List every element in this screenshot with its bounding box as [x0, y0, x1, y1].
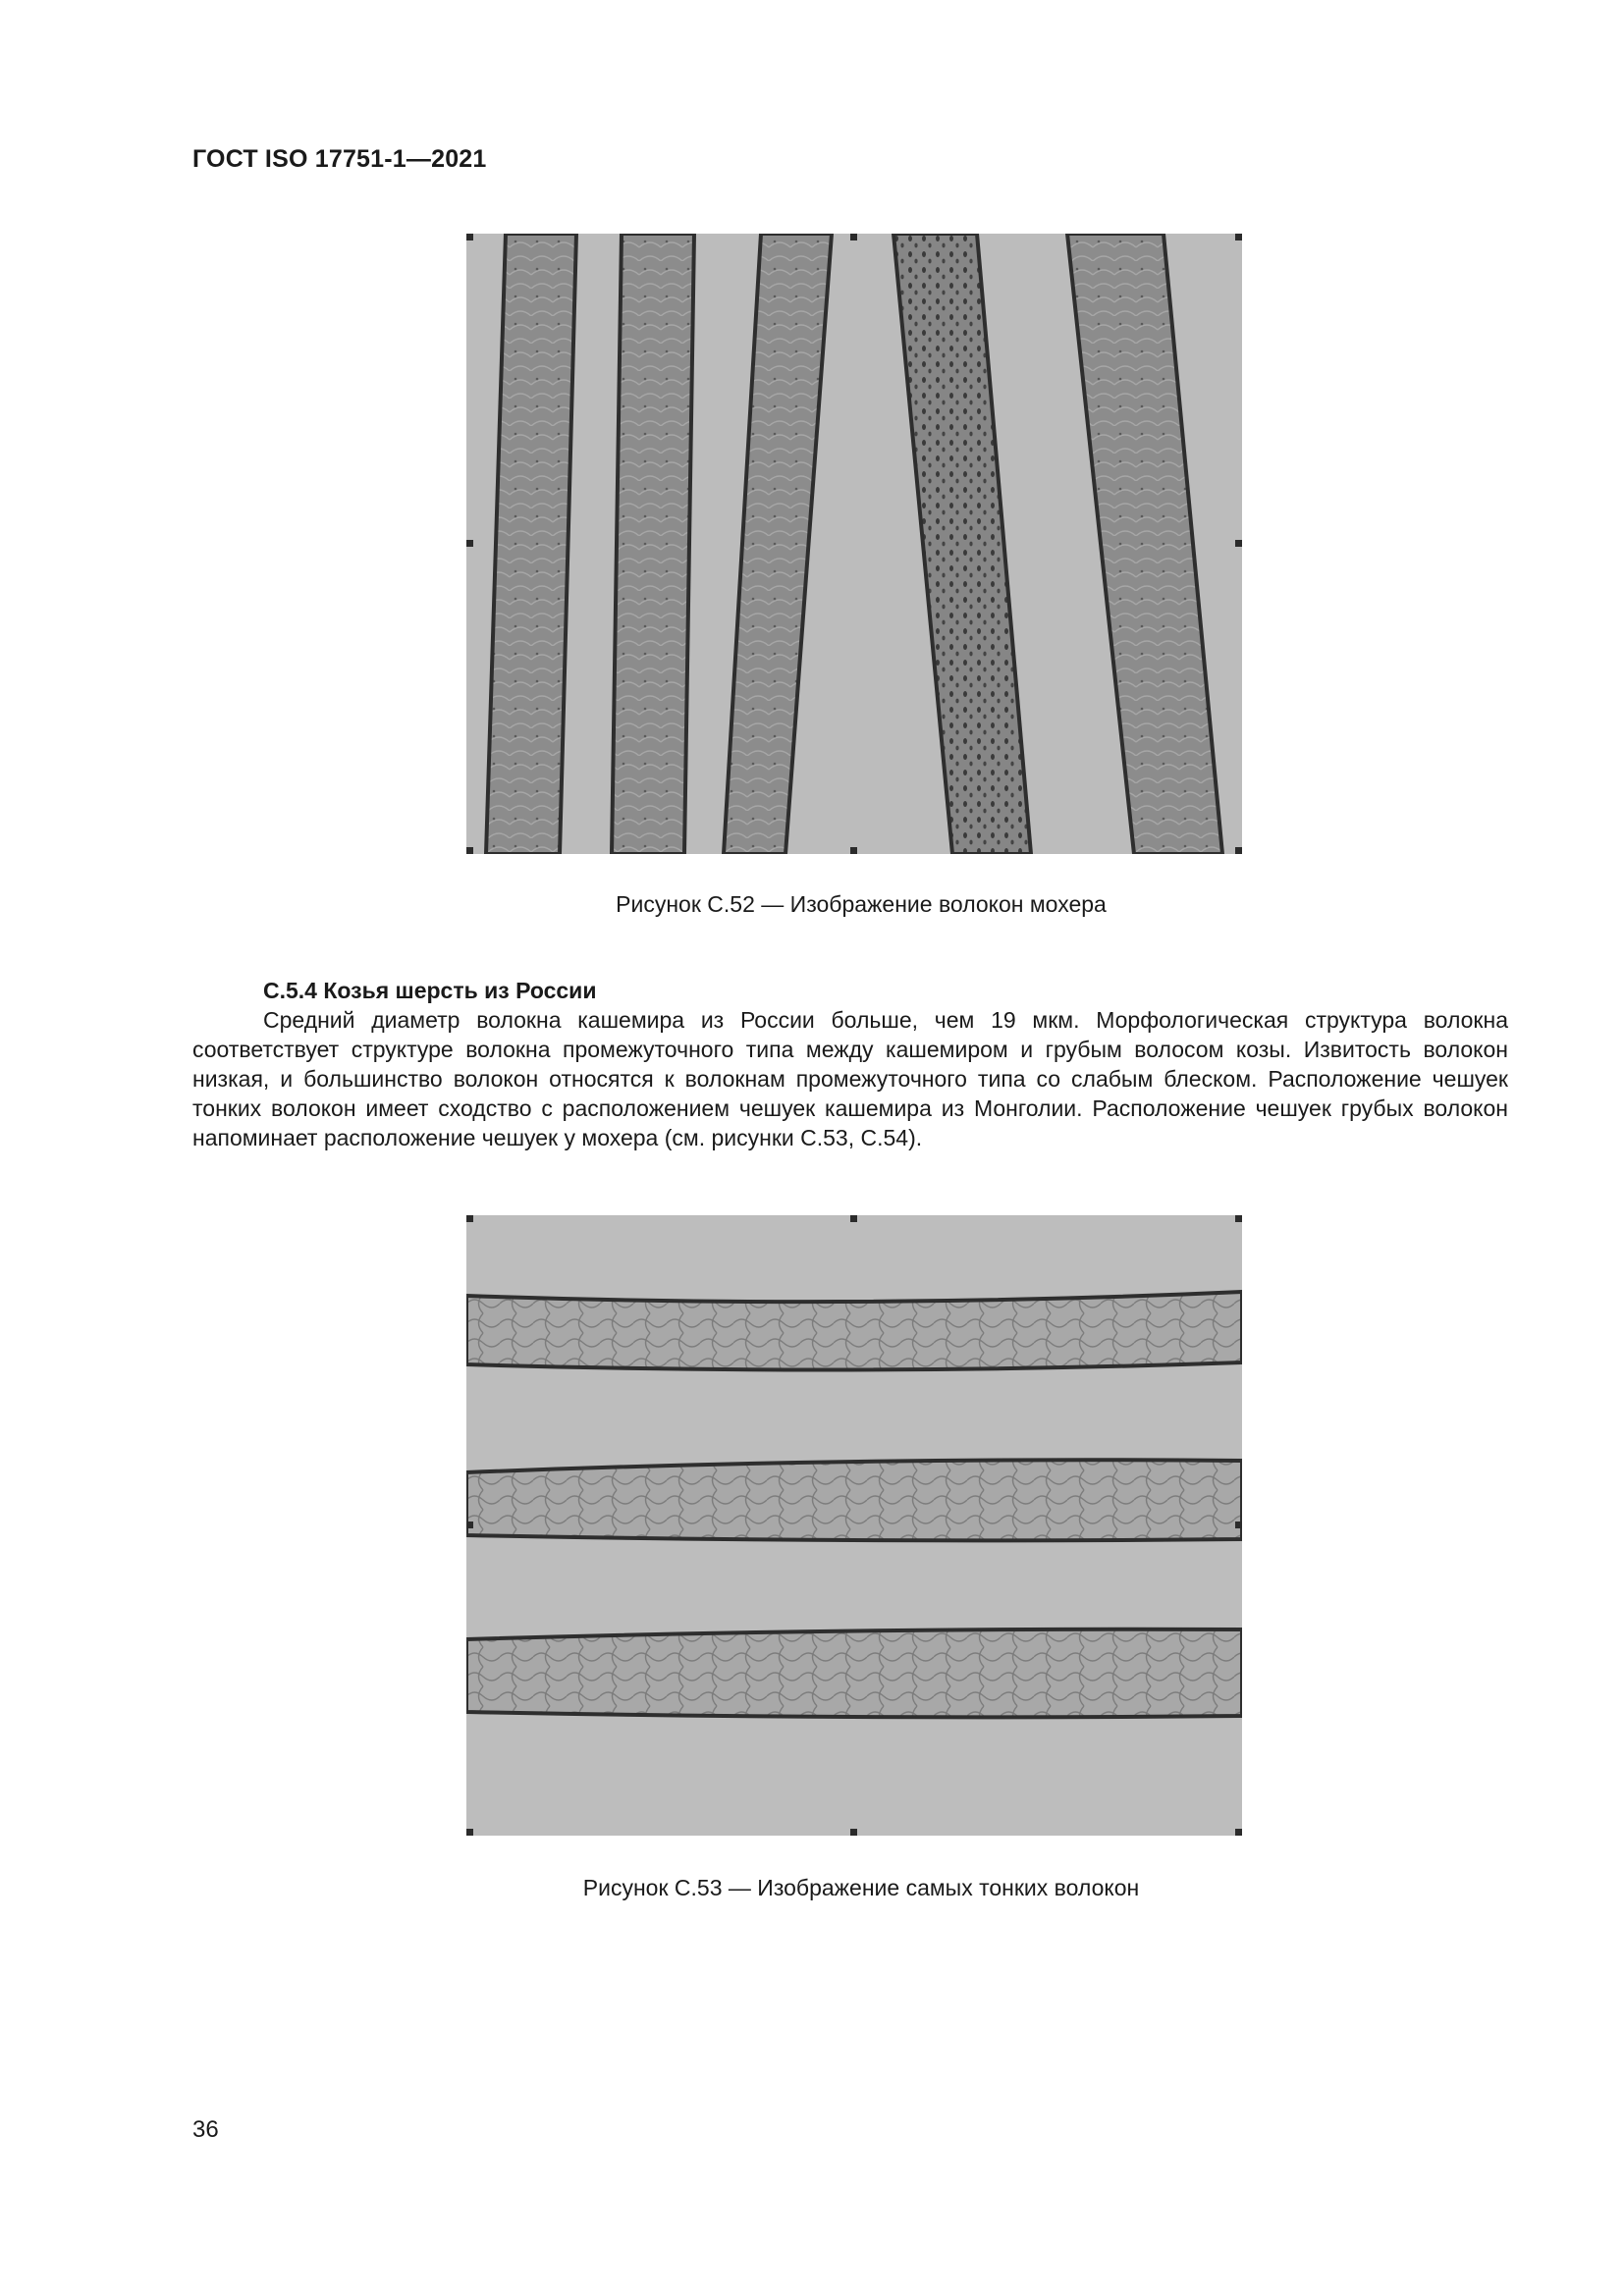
section-c-5-4: [192, 976, 1508, 1152]
figure-caption: Рисунок С.53 — Изображение самых тонких волокон: [582, 1875, 1140, 1900]
section-body: Средний диаметр волокна кашемира из России больше, чем 19 мкм. Морфологическая структура волокна соответствует структуре волокна промежуточного типа между кашемиром и грубым волосом козы. Извитость волокон низкая, и большинство волокон относятся к волокнам промежуточного типа со слабым блеском. Расположение чешуек тонких волокон имеет сходство с расположением чешуек кашемира из Монголии. Расположение чешуек грубых волокон напоминает расположение чешуек у мохера (см. рисунки С.53, С.54).: [192, 1007, 1508, 1150]
document-header: ГОСТ ISO 17751-1—2021: [192, 145, 487, 173]
figure-fine-fibers-image: [466, 1215, 1242, 1836]
figure-caption: Рисунок С.52 — Изображение волокон мохера: [616, 891, 1107, 917]
page-number: 36: [192, 2116, 219, 2143]
section-heading: С.5.4 Козья шерсть из России: [263, 978, 597, 1003]
figure-mohair-image: [466, 234, 1242, 854]
